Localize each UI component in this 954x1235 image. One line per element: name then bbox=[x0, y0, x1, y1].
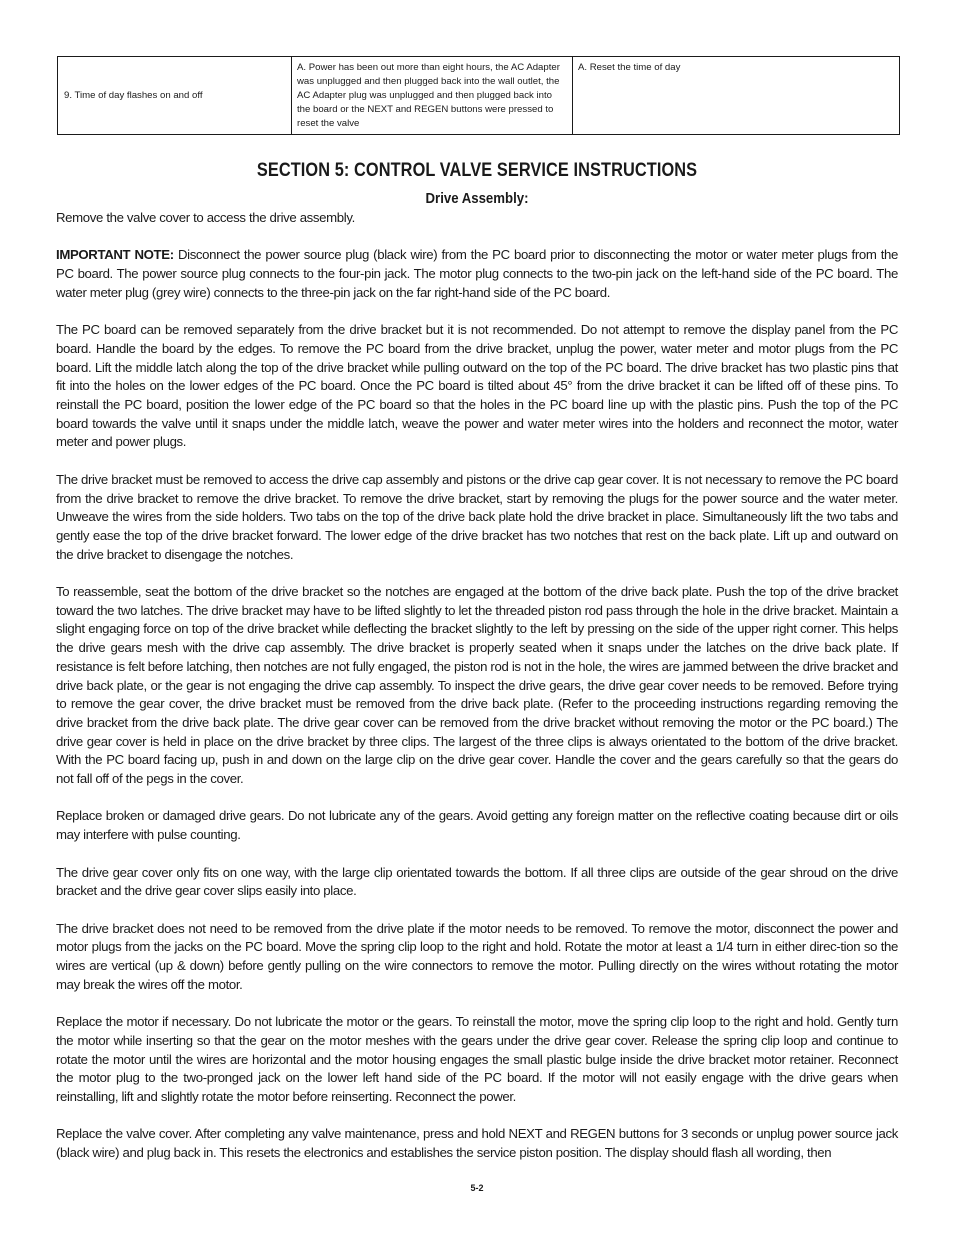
paragraph-pc-board: The PC board can be removed separately from the drive bracket but it is not recommended. Do not attempt to remove the display panel from the PC board. Handle the board by the edges. To remove the PC board from the drive bracket, unplug the power, water meter and motor plugs from the PC board. Lift the middle latch along the top of the drive bracket while pulling outward on the top of the PC board. The drive bracket has two plastic pins that fit into the holes on the lower edges of the PC board. Once the PC board is tilted about 45° from the drive bracket it can be lifted off of these pins. To reinstall the PC board, position the lower edge of the PC board so that the holes in the PC board line up with the plastic pins. Push the top of the PC board towards the valve until it snaps under the middle latch, weave the power and water meter wires into the holders and reconnect the motor, water meter and power plugs. bbox=[56, 322, 898, 450]
page-number: 5-2 bbox=[470, 1183, 484, 1193]
paragraph-motor-removal: The drive bracket does not need to be removed from the drive plate if the motor needs to be removed. To remove the motor, disconnect the power and motor plugs from the jacks on the PC board. Move the spring clip loop to the right and hold. Rotate the motor at least a 1/4 turn in either direc-tion so the wires are vertical (up & down) before gently pulling on the wire connectors to remove the motor. Pulling directly on the wires without rotating the motor may break the wires off the motor. bbox=[56, 920, 898, 992]
paragraph-reassemble: To reassemble, seat the bottom of the drive bracket so the notches are engaged at the bottom of the drive back plate. Push the top of the drive bracket toward the two latches. The drive bracket may have to be lifted slightly to let the threaded piston rod pass through the hole in the drive bracket. Maintain a slight engaging force on top of the drive bracket while deflecting the bracket slightly to the left by pressing on the side of the upper right corner. This helps the drive gears mesh with the drive cap assembly. The drive bracket is properly seated when it snaps under the latches on the drive back plate. If resistance is felt before latching, then notches are not fully engaged, the piston rod is not in the hole, the wires are jammed between the drive bracket and drive back plate, or the gear is not engaging the drive cap assembly. To inspect the drive gears, the drive gear cover needs to be removed. Before trying to remove the gear cover, the drive bracket must be removed from the drive back plate. (Refer to the proceeding instructions regarding removing the drive bracket from the drive back plate. The drive gear cover can be removed from the drive bracket without removing the motor or the PC board.) The drive gear cover is held in place on the drive bracket by three clips. The largest of the three clips is always orientated to the bottom of the drive bracket. With the PC board facing up, push in and down on the large clip on the drive gear cover. Handle the cover and the gears carefully so that the gears do not fall off of the pegs in the cover. bbox=[56, 584, 898, 787]
paragraph-gear-cover: The drive gear cover only fits on one way, with the large clip orientated towards the bottom. If all three clips are outside of the gear shroud on the drive bracket and the drive gear cover slips easily into place. bbox=[56, 864, 898, 899]
paragraph-drive-bracket-removal: The drive bracket must be removed to access the drive cap assembly and pistons or the drive cap gear cover. It is not necessary to remove the PC board from the drive bracket to remove the drive bracket. To remove the drive bracket, start by removing the plugs for the power source and the water meter. Unweave the wires from the side holders. Two tabs on the top of the drive back plate hold the drive bracket in place. Simultaneously lift the two tabs and gently ease the top of the drive bracket forward. The lower edge of the drive bracket has two notches that rest on the back plate. Lift up and outward on the drive bracket to disengage the notches. bbox=[56, 471, 898, 562]
important-note-label: IMPORTANT NOTE: bbox=[56, 247, 174, 263]
section-subtitle: Drive Assembly: bbox=[425, 190, 529, 207]
troubleshooting-table bbox=[57, 56, 900, 135]
paragraph-replace-gears: Replace broken or damaged drive gears. Do not lubricate any of the gears. Avoid getting any foreign matter on the reflective coating because dirt or oils may interfere with pulse counting. bbox=[56, 808, 898, 843]
important-note-text: Disconnect the power source plug (black wire) from the PC board prior to disconnecting the motor or water meter plugs from the PC board. The power source plug connects to the four-pin jack. The motor plug connects to the two-pin jack on the left-hand side of the PC board. The water meter plug (grey wire) connects to the three-pin jack on the far right-hand side of the PC board. bbox=[56, 247, 898, 300]
problem-cell: 9. Time of day flashes on and off bbox=[58, 57, 292, 135]
paragraph-intro: Remove the valve cover to access the drive assembly. bbox=[56, 210, 355, 225]
paragraph-motor-replace: Replace the motor if necessary. Do not lubricate the motor or the gears. To reinstall the motor, move the spring clip loop to the right and hold. Gently turn the motor while inserting so that the gear on the motor meshes with the gears under the drive gear cover. Release the spring clip loop and continue to rotate the motor until the wires are horizontal and the motor housing engages the small plastic bulge inside the drive bracket motor retainer. Reconnect the motor plug to the two-pronged jack on the lower left hand side of the PC board. If the motor will not easily engage with the drive gears when reinstalling, lift and slightly rotate the motor before reinserting. Reconnect the power. bbox=[56, 1014, 898, 1104]
paragraph-important-note bbox=[56, 246, 898, 302]
paragraph-valve-cover: Replace the valve cover. After completing any valve maintenance, press and hold NEXT and REGEN buttons for 3 seconds or unplug power source jack (black wire) and plug back in. This resets the electronics and establishes the service piston position. The display should flash all wording, then bbox=[56, 1126, 898, 1161]
cause-cell: A. Power has been out more than eight hours, the AC Adapter was unplugged and then plugged back into the wall outlet, the AC Adapter plug was unplugged and then plugged back into the board or the NEXT and REGEN buttons were pressed to reset the valve bbox=[292, 57, 573, 135]
section-title: SECTION 5: CONTROL VALVE SERVICE INSTRUCTIONS bbox=[256, 160, 698, 181]
table-row bbox=[58, 57, 900, 135]
correction-cell: A. Reset the time of day bbox=[573, 57, 900, 135]
body-text bbox=[56, 209, 898, 1163]
